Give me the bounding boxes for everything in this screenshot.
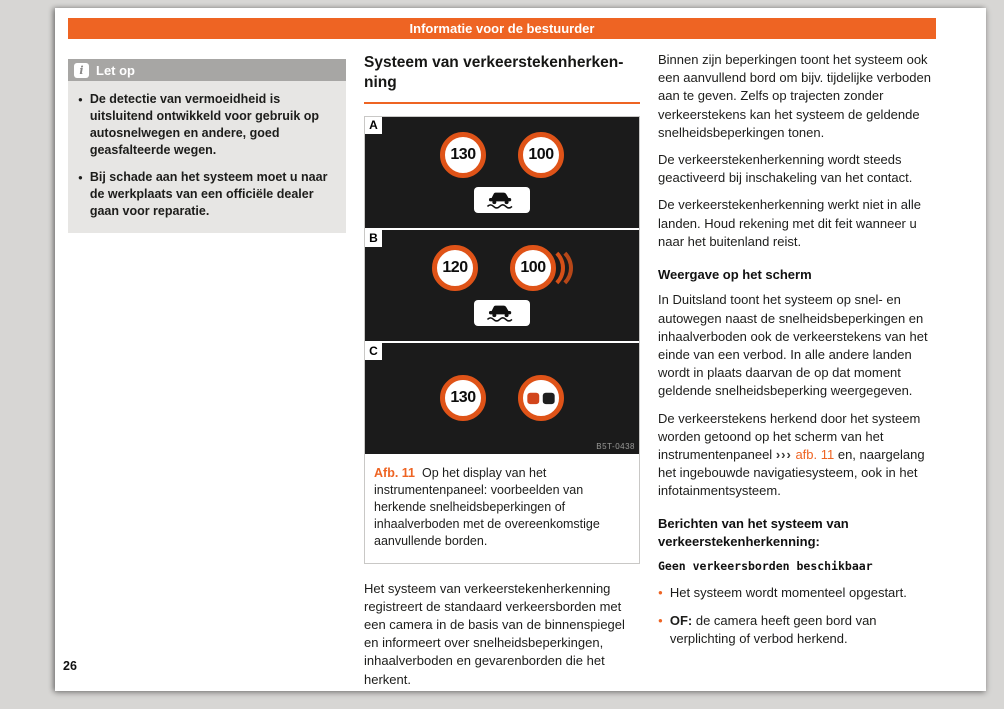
no-overtaking-sign xyxy=(518,375,564,421)
figure-afb-11 xyxy=(364,116,640,564)
paragraph-with-reference xyxy=(658,410,935,501)
note-box-title: Let op xyxy=(96,62,135,78)
car-spray-icon xyxy=(479,302,525,323)
signs-row xyxy=(440,132,564,178)
signs-row xyxy=(440,375,564,421)
wet-road-sign xyxy=(474,300,530,326)
note-box-header xyxy=(68,59,346,81)
info-icon: i xyxy=(74,63,89,78)
bullet-icon: ● xyxy=(78,173,83,182)
paragraph-text: De verkeerstekens herkend door het systeem worden getoond op het scherm van het instrumentenpaneel xyxy=(658,410,921,462)
left-column xyxy=(68,51,346,689)
right-column xyxy=(658,51,935,689)
bullet-item xyxy=(658,612,935,648)
bullet-item xyxy=(658,584,935,602)
content-columns xyxy=(68,51,936,689)
middle-column xyxy=(364,51,640,689)
bullet-text xyxy=(670,584,907,602)
figure-caption-text: Op het display van het instrumentenpaneel: voorbeelden van herkende snelheidsbeperkingen of inhaalverboden met de overeenkomstige aanvullende borden. xyxy=(374,465,600,548)
speed-limit-sign-100: 100 xyxy=(518,132,564,178)
speed-limit-sign-100-animated xyxy=(510,245,572,291)
panel-label: C xyxy=(365,343,382,360)
bullet-icon: ● xyxy=(658,615,663,625)
note-box xyxy=(68,59,346,233)
note-item-text: Bij schade aan het systeem moet u naar de werkplaats van een officiële dealer gaan voor reparatie. xyxy=(89,170,328,218)
figure-caption xyxy=(365,456,639,563)
figure-panel-b xyxy=(365,230,639,341)
reference-arrows-icon: ››› xyxy=(775,446,792,462)
bullet-bold: OF: xyxy=(669,612,693,628)
note-box-body xyxy=(68,81,346,233)
speed-limit-sign-130: 130 xyxy=(440,132,486,178)
title-rule xyxy=(364,102,640,104)
speed-limit-sign-120: 120 xyxy=(432,245,478,291)
subheading-messages: Berichten van het systeem van verkeerstekenherkenning: xyxy=(658,516,849,550)
car-spray-icon xyxy=(479,189,525,210)
bullet-rest: de camera heeft geen bord van verplichting of verbod herkend. xyxy=(669,612,877,646)
paragraph: De verkeerstekenherkenning werkt niet in alle landen. Houd rekening met dit feit wanneer u naar het buitenland reist. xyxy=(658,197,922,249)
figure-panel-c xyxy=(365,343,639,454)
paragraph: De verkeerstekenherkenning wordt steeds geactiveerd bij inschakeling van het contact. xyxy=(658,151,913,186)
note-item xyxy=(78,169,336,220)
page-header xyxy=(68,18,936,39)
figure-code: B5T-0438 xyxy=(596,441,635,451)
two-cars-icon xyxy=(526,389,556,407)
figure-reference-link[interactable]: afb. 11 xyxy=(795,446,835,462)
wet-road-sign xyxy=(474,187,530,213)
speed-limit-sign-130: 130 xyxy=(440,375,486,421)
bullet-icon: ● xyxy=(78,95,83,104)
panel-label: A xyxy=(365,117,382,134)
section-title-line: Systeem van verkeerstekenherken- xyxy=(364,54,624,71)
page-number: 26 xyxy=(63,659,77,673)
section-title xyxy=(364,53,640,93)
paragraph: Binnen zijn beperkingen toont het systeem ook een aanvullend bord om bijv. tijdelijke verboden aan te geven. Zelfs op trajecten zonder verkeerstekens kan het systeem de geldende snelheidsbeperkingen tonen. xyxy=(658,52,931,140)
figure-caption-label: Afb. 11 xyxy=(374,465,415,480)
paragraph: Het systeem van verkeerstekenherkenning registreert de standaard verkeersborden met een camera in de basis van de binnenspiegel en informeert over snelheidsbeperkingen, inhaalverboden en gevarenborden die het herkent. xyxy=(364,580,625,687)
speed-limit-sign-100: 100 xyxy=(510,245,556,291)
section-title-line: ning xyxy=(364,73,397,91)
system-message-text: Geen verkeersborden beschikbaar xyxy=(658,558,873,573)
manual-page xyxy=(55,8,986,691)
panel-label: B xyxy=(365,230,382,247)
note-item-text: De detectie van vermoeidheid is uitsluitend ontwikkeld voor gebruik op autosnelwegen en andere, goed geasfalteerde wegen. xyxy=(89,92,320,157)
page-header-title: Informatie voor de bestuurder xyxy=(409,21,595,36)
paragraph: In Duitsland toont het systeem op snel- en autowegen naast de snelheidsbeperkingen en inhaalverboden ook de verkeerstekens van het einde van een verbod. In alle andere landen wordt in plaats daarvan de op dat moment geldende snelheidsbeperking weergegeven. xyxy=(658,292,928,399)
signs-row xyxy=(432,245,572,291)
figure-panel-a xyxy=(365,117,639,228)
note-item xyxy=(78,91,336,159)
paragraph-text: en, naargelang het ingebouwde navigatiesysteem, ook in het infotainmentsysteem. xyxy=(658,446,925,499)
subheading-display: Weergave op het scherm xyxy=(658,266,812,282)
bullet-rest: Het systeem wordt momenteel opgestart. xyxy=(669,584,907,600)
bullet-text xyxy=(670,612,935,648)
bullet-icon: ● xyxy=(658,587,663,597)
